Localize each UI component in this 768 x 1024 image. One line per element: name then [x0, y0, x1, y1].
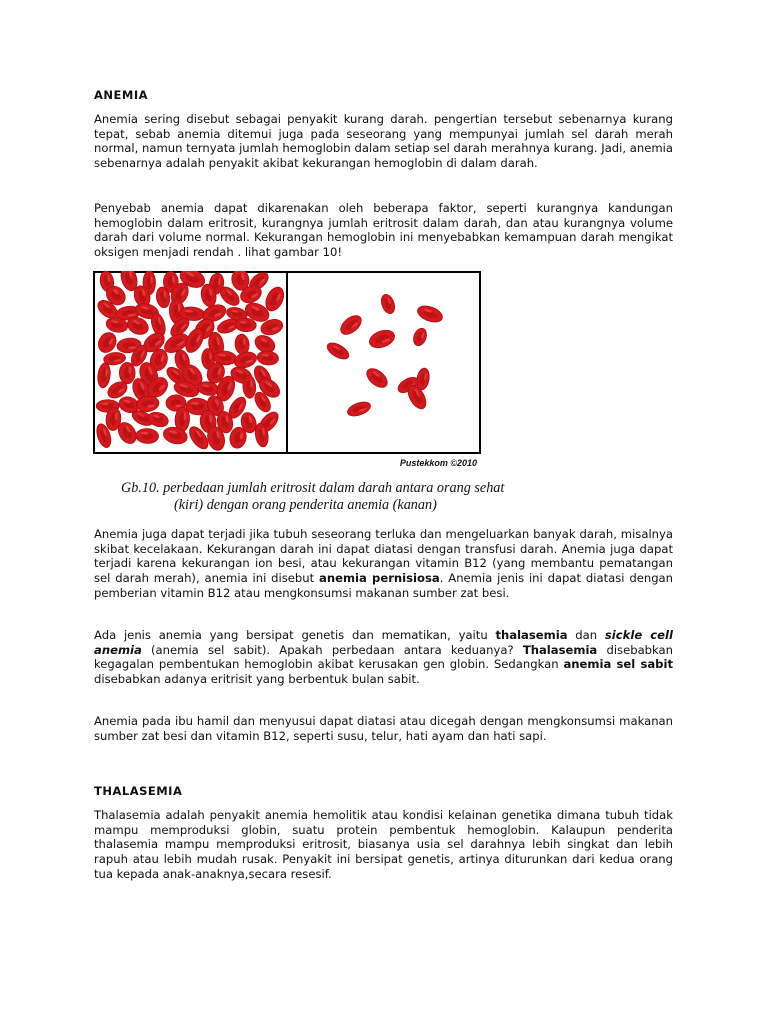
p4-text-d: disebabkan kegagalan pembentukan hemoglobin akibat kerusakan gen globin. Sedangkan	[94, 642, 673, 672]
caption-line-2: (kiri) dengan orang penderita anemia (kanan)	[174, 497, 437, 513]
caption-line-1: Gb.10. perbedaan jumlah eritrosit dalam darah antara orang sehat	[121, 480, 505, 496]
term-anemia-sel-sabit: anemia sel sabit	[563, 657, 673, 672]
p3-text-a: Anemia juga dapat terjadi jika tubuh seseorang terluka dan mengeluarkan banyak darah, misalnya skibat kecelakaan. Kekurangan darah ini dapat diatasi dengan transfusi darah. Anemia juga dapat terjadi karena kekurangan ion besi, atau kekurangan vitamin B12 (yang membantu pematangan sel darah merah), anemia ini disebut	[94, 527, 673, 586]
p4-text-b: dan	[567, 628, 605, 642]
section-heading-anemia: ANEMIA	[94, 88, 149, 102]
figure-credit: Pustekkom ©2010	[399, 458, 477, 468]
term-thalasemia-2: Thalasemia	[522, 642, 598, 657]
p4-text-c: (anemia sel sabit). Apakah perbedaan antara keduanya?	[141, 642, 523, 657]
term-thalasemia: thalasemia	[495, 628, 568, 642]
paragraph-anemia-other-causes	[94, 527, 673, 601]
blood-cell-illustration	[93, 271, 481, 471]
paragraph-prevention: Anemia pada ibu hamil dan menyusui dapat diatasi atau dicegah dengan mengkonsumsi makanan sumber zat besi dan vitamin B12, seperti susu, telur, hati ayam dan hati sapi.	[94, 714, 673, 743]
figure-caption	[93, 480, 563, 514]
paragraph-anemia-causes: Penyebab anemia dapat dikarenakan oleh beberapa faktor, seperti kurangnya kandungan hemoglobin dalam eritrosit, kurangnya jumlah eritrosit dalam darah, dan atau kurangnya volume darah dari volume normal. Kekurangan hemoglobin ini menyebabkan kemampuan darah mengikat oksigen menjadi rendah . lihat gambar 10!	[94, 201, 673, 260]
section-heading-thalasemia: THALASEMIA	[94, 784, 183, 798]
healthy-blood-cell	[119, 362, 135, 384]
paragraph-thalasemia-definition: Thalasemia adalah penyakit anemia hemolitik atau kondisi kelainan genetika dimana tubuh tidak mampu memproduksi globin, suatu protein pembentuk hemoglobin. Kalaupun penderita thalasemia mampu memproduksi eritrosit, biasanya usia sel darahnya lebih singkat dan lebih rapuh atau lebih mudah rusak. Penyakit ini bersipat genetis, artinya diturunkan dari kedua orang tua kepada anak-anaknya,secara resesif.	[94, 808, 673, 881]
paragraph-anemia-definition: Anemia sering disebut sebagai penyakit kurang darah. pengertian tersebut sebenarnya kurang tepat, sebab anemia ditemui juga pada seseorang yang mempunyai jumlah sel darah merah normal, namun ternyata jumlah hemoglobin dalam setiap sel darah merahnya kurang. Jadi, anemia sebenarnya adalah penyakit akibat kekurangan hemoglobin di dalam darah.	[94, 112, 673, 171]
p4-text-e: disebabkan adanya eritrisit yang berbentuk bulan sabit.	[94, 672, 420, 687]
term-anemia-pernisiosa: anemia pernisiosa	[319, 571, 440, 586]
p4-text-a: Ada jenis anemia yang bersipat genetis dan mematikan, yaitu	[94, 628, 496, 642]
blood-cell-figure	[93, 271, 481, 468]
paragraph-genetic-anemia	[94, 628, 673, 687]
term-sickle-cell-anemia: sickle cell anemia	[94, 628, 673, 657]
p3-text-b: . Anemia jenis ini dapat diatasi dengan pemberian vitamin B12 atau mengkonsumsi makanan sumber zat besi.	[94, 571, 674, 600]
